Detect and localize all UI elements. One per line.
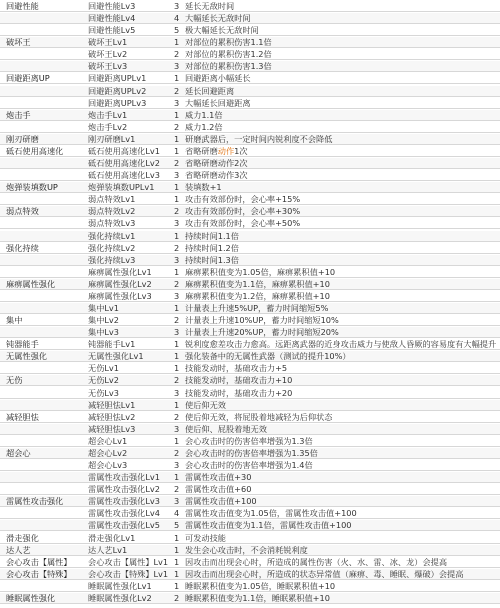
table-row — [0, 448, 500, 459]
effect-text: 会心攻击时的伤害倍率增强为1.4倍 — [185, 460, 313, 471]
skill-level-cell: 砥石使用高速化Lv2 — [88, 158, 160, 169]
skill-level-cell: 集中Lv2 — [88, 315, 119, 326]
effect-text: 麻痹累积值变为1.1倍，麻痹累积值+10 — [185, 278, 330, 289]
level-number-cell: 1 — [174, 182, 180, 193]
level-number-cell: 5 — [174, 520, 180, 531]
table-row — [0, 375, 500, 386]
effect-text-tail: 1次 — [234, 145, 248, 156]
effect-text: 持续时间1.2倍 — [185, 242, 239, 253]
table-row — [0, 303, 500, 314]
table-row — [0, 170, 500, 181]
effect-highlight: 动作 — [217, 145, 235, 156]
effect-cell — [185, 146, 500, 157]
skill-level-cell: 破坏王Lv1 — [88, 37, 128, 48]
skill-level-cell: 回避性能Lv5 — [88, 25, 136, 36]
effect-text: 装填数+1 — [185, 182, 222, 193]
effect-cell — [185, 122, 500, 133]
effect-cell — [185, 73, 500, 84]
level-number-cell: 2 — [174, 375, 180, 386]
level-number-cell: 1 — [174, 303, 180, 313]
skill-level-cell: 减轻胆怯Lv2 — [88, 411, 136, 422]
level-number-cell: 1 — [174, 363, 180, 374]
table-row — [0, 243, 500, 254]
skill-name-cell: 会心攻击【属性】 — [6, 556, 72, 567]
effect-text: 雷属性攻击值+30 — [185, 472, 252, 483]
level-number-cell: 1 — [174, 109, 180, 120]
level-number-cell: 1 — [174, 37, 180, 48]
level-number-cell: 3 — [174, 254, 180, 265]
table-row — [0, 339, 500, 350]
table-row — [0, 593, 500, 604]
level-number-cell: 1 — [174, 580, 180, 591]
effect-text: 极大幅延长无敌时间 — [185, 25, 259, 36]
effect-cell — [185, 13, 500, 24]
level-number-cell: 3 — [174, 387, 180, 398]
effect-cell — [185, 520, 500, 531]
effect-cell — [185, 194, 500, 205]
skill-level-cell: 睡眠属性强化Lv1 — [88, 580, 152, 591]
effect-text: 雷属性攻击值+60 — [185, 484, 252, 495]
effect-text: 持续时间1.1倍 — [185, 230, 239, 241]
skill-name-cell: 减轻胆怯 — [6, 411, 39, 422]
level-number-cell: 5 — [174, 25, 180, 36]
skill-level-cell: 无伤Lv3 — [88, 387, 119, 398]
level-number-cell: 1 — [174, 73, 180, 84]
table-row — [0, 569, 500, 580]
table-row — [0, 134, 500, 145]
table-row — [0, 218, 500, 229]
effect-text: 会心攻击时的伤害倍率增强为1.3倍 — [185, 435, 313, 446]
effect-text: 威力1.1倍 — [185, 109, 223, 120]
skill-name-cell: 回避距离UP — [6, 73, 50, 84]
skill-level-cell: 无属性强化Lv1 — [88, 351, 144, 362]
effect-text: 威力1.2倍 — [185, 121, 223, 132]
table-row — [0, 520, 500, 531]
effect-cell — [185, 1, 500, 12]
table-row — [0, 279, 500, 290]
skill-level-cell: 麻痹属性强化Lv1 — [88, 266, 152, 277]
effect-text: 技能发动时，基础攻击力+5 — [185, 363, 288, 374]
table-row — [0, 484, 500, 495]
effect-cell — [185, 412, 500, 423]
effect-text: 使后仰无效 — [185, 399, 226, 410]
skill-level-cell: 麻痹属性强化Lv3 — [88, 290, 152, 301]
table-row — [0, 315, 500, 326]
level-number-cell: 1 — [174, 133, 180, 144]
effect-cell — [185, 363, 500, 374]
effect-cell — [185, 545, 500, 556]
effect-text: 麻痹累积值变为1.05倍，麻痹累积值+10 — [185, 266, 336, 277]
level-number-cell: 2 — [174, 49, 180, 60]
skill-level-cell: 破坏王Lv3 — [88, 61, 128, 72]
skill-level-cell: 滑走强化Lv1 — [88, 532, 136, 543]
level-number-cell: 1 — [174, 472, 180, 483]
effect-text: 攻击有效部份时，会心率+15% — [185, 194, 301, 205]
effect-text: 持续时间1.3倍 — [185, 254, 239, 265]
table-row — [0, 25, 500, 36]
level-number-cell: 1 — [174, 266, 180, 277]
skill-level-cell: 刚刃研磨Lv1 — [88, 133, 136, 144]
effect-cell — [185, 37, 500, 48]
level-number-cell: 1 — [174, 230, 180, 241]
skill-name-cell: 回避性能 — [6, 1, 39, 11]
skill-level-cell: 超会心Lv2 — [88, 447, 128, 458]
level-number-cell: 3 — [174, 290, 180, 301]
skill-name-cell: 睡眠属性强化 — [6, 592, 56, 603]
table-row — [0, 194, 500, 205]
level-number-cell: 2 — [174, 315, 180, 326]
effect-cell — [185, 351, 500, 362]
effect-cell — [185, 424, 500, 435]
skill-level-cell: 回避距离UPLv1 — [88, 73, 147, 84]
level-number-cell: 1 — [174, 435, 180, 446]
skill-level-cell: 炮弹装填数UPLv1 — [88, 182, 155, 193]
skill-name-cell: 强化持续 — [6, 242, 39, 253]
level-number-cell: 2 — [174, 411, 180, 422]
effect-cell — [185, 375, 500, 386]
effect-text: 因攻击而出现会心时，所造成的属性伤害（火、水、雷、冰、龙）会提高 — [185, 556, 448, 567]
skill-name-cell: 无属性强化 — [6, 351, 47, 362]
table-row — [0, 472, 500, 483]
effect-text: 使后仰无效，将屁股着地减轻为后仰状态 — [185, 411, 333, 422]
table-row — [0, 412, 500, 423]
effect-cell — [185, 581, 500, 592]
skill-name-cell: 雷属性攻击强化 — [6, 496, 64, 507]
level-number-cell: 3 — [174, 1, 180, 11]
table-row — [0, 496, 500, 507]
skill-level-cell: 麻痹属性强化Lv2 — [88, 278, 152, 289]
effect-cell — [185, 206, 500, 217]
effect-text: 使后仰、屁股着地无效 — [185, 423, 267, 434]
effect-text: 大幅延长无敌时间 — [185, 13, 251, 24]
level-number-cell: 2 — [174, 484, 180, 495]
effect-cell — [185, 472, 500, 483]
skill-name-cell: 会心攻击【特殊】 — [6, 568, 72, 579]
skill-level-cell: 超会心Lv3 — [88, 460, 128, 471]
table-row — [0, 158, 500, 169]
effect-cell — [185, 400, 500, 411]
effect-cell — [185, 460, 500, 471]
table-row — [0, 255, 500, 266]
skill-level-cell: 会心攻击【特殊】Lv1 — [88, 568, 169, 579]
level-number-cell: 3 — [174, 218, 180, 229]
level-number-cell: 4 — [174, 508, 180, 519]
effect-cell — [185, 134, 500, 145]
effect-text: 延长回避距离 — [185, 85, 235, 96]
skill-name-cell: 炮弹装填数UP — [6, 182, 58, 193]
skill-level-cell: 砥石使用高速化Lv3 — [88, 170, 160, 181]
effect-text: 雷属性攻击值变为1.1倍，雷属性攻击值+100 — [185, 520, 352, 531]
effect-text: 对部位的累积伤害1.1倍 — [185, 37, 272, 48]
skill-level-cell: 集中Lv3 — [88, 327, 119, 338]
effect-text: 技能发动时，基础攻击力+10 — [185, 375, 293, 386]
skill-name-cell: 炮击手 — [6, 109, 31, 120]
effect-text: 雷属性攻击值变为1.05倍，雷属性攻击值+100 — [185, 508, 357, 519]
skill-level-cell: 破坏王Lv2 — [88, 49, 128, 60]
table-row — [0, 13, 500, 24]
effect-cell — [185, 98, 500, 109]
level-number-cell: 2 — [174, 206, 180, 217]
effect-cell — [185, 158, 500, 169]
effect-cell — [185, 279, 500, 290]
skill-level-cell: 回避距离UPLv2 — [88, 85, 147, 96]
effect-cell — [185, 231, 500, 242]
effect-cell — [185, 61, 500, 72]
skill-level-cell: 强化持续Lv1 — [88, 230, 136, 241]
effect-text: 省略研磨 — [185, 145, 218, 156]
skill-level-cell: 砥石使用高速化Lv1 — [88, 145, 160, 156]
table-row — [0, 61, 500, 72]
skill-level-cell: 达人艺Lv1 — [88, 544, 128, 555]
effect-cell — [185, 110, 500, 121]
effect-cell — [185, 339, 500, 350]
effect-cell — [185, 496, 500, 507]
effect-cell — [185, 291, 500, 302]
effect-text: 大幅延长回避距离 — [185, 97, 251, 108]
effect-cell — [185, 49, 500, 60]
effect-text: 会心攻击时的伤害倍率增强为1.35倍 — [185, 447, 318, 458]
table-row — [0, 460, 500, 471]
effect-text: 麻痹累积值变为1.2倍，麻痹累积值+10 — [185, 290, 330, 301]
skill-level-cell: 减轻胆怯Lv1 — [88, 399, 136, 410]
level-number-cell: 1 — [174, 339, 180, 350]
skill-level-cell: 弱点特效Lv3 — [88, 218, 136, 229]
effect-cell — [185, 593, 500, 604]
level-number-cell: 3 — [174, 460, 180, 471]
skill-level-cell: 会心攻击【属性】Lv1 — [88, 556, 169, 567]
table-row — [0, 49, 500, 60]
level-number-cell: 2 — [174, 278, 180, 289]
level-number-cell: 2 — [174, 158, 180, 169]
skill-level-cell: 雷属性攻击强化Lv3 — [88, 496, 160, 507]
skill-name-cell: 无伤 — [6, 375, 23, 386]
table-row — [0, 424, 500, 435]
table-row — [0, 1, 500, 12]
effect-cell — [185, 182, 500, 193]
effect-text: 强化装备中的无属性武器（测试的提升10%） — [185, 351, 351, 362]
effect-text: 对部位的累积伤害1.2倍 — [185, 49, 272, 60]
table-row — [0, 545, 500, 556]
effect-text: 攻击有效部份时，会心率+30% — [185, 206, 301, 217]
effect-text: 睡眠累积值变为1.1倍，睡眠累积值+10 — [185, 592, 330, 603]
effect-text: 锐利度愈差攻击力愈高。远距离武器的近身攻击威力与使敌人昏厥的容易度有大幅提升 — [185, 339, 497, 350]
skill-level-cell: 雷属性攻击强化Lv4 — [88, 508, 160, 519]
level-number-cell: 1 — [174, 194, 180, 205]
level-number-cell: 1 — [174, 399, 180, 410]
level-number-cell: 1 — [174, 351, 180, 362]
skill-level-cell: 弱点特效Lv2 — [88, 206, 136, 217]
table-row — [0, 508, 500, 519]
level-number-cell: 2 — [174, 85, 180, 96]
effect-cell — [185, 569, 500, 580]
skill-name-cell: 弱点特效 — [6, 206, 39, 217]
table-row — [0, 37, 500, 48]
skill-level-cell: 回避距离UPLv3 — [88, 97, 147, 108]
effect-text: 回避距离小幅延长 — [185, 73, 251, 84]
effect-text: 技能发动时，基础攻击力+20 — [185, 387, 293, 398]
skill-level-cell: 弱点特效Lv1 — [88, 194, 136, 205]
table-row — [0, 327, 500, 338]
skill-name-cell: 滑走强化 — [6, 532, 39, 543]
effect-cell — [185, 255, 500, 266]
effect-text: 对部位的累积伤害1.3倍 — [185, 61, 272, 72]
skill-level-cell: 集中Lv1 — [88, 303, 119, 313]
effect-cell — [185, 218, 500, 229]
effect-cell — [185, 388, 500, 399]
effect-text: 研磨武器后，一定时间内锐利度不会降低 — [185, 133, 333, 144]
skill-name-cell: 麻痹属性强化 — [6, 278, 56, 289]
effect-text: 省略研磨动作3次 — [185, 170, 248, 181]
effect-cell — [185, 243, 500, 254]
skill-level-cell: 强化持续Lv3 — [88, 254, 136, 265]
skill-name-cell: 超会心 — [6, 447, 31, 458]
skill-level-cell: 回避性能Lv4 — [88, 13, 136, 24]
table-row — [0, 533, 500, 544]
table-row — [0, 206, 500, 217]
table-row — [0, 581, 500, 592]
skill-level-cell: 回避性能Lv3 — [88, 1, 136, 11]
skill-level-cell: 钝器能手Lv1 — [88, 339, 136, 350]
effect-text: 因攻击而出现会心时，所造成的状态异常值（麻痹、毒、睡眠、爆破）会提高 — [185, 568, 464, 579]
level-number-cell: 3 — [174, 97, 180, 108]
skill-level-cell: 减轻胆怯Lv3 — [88, 423, 136, 434]
effect-text: 计量表上升速5%UP，蓄力时间缩短5% — [185, 303, 329, 313]
table-row — [0, 351, 500, 362]
level-number-cell: 3 — [174, 327, 180, 338]
level-number-cell: 2 — [174, 121, 180, 132]
skill-level-cell: 超会心Lv1 — [88, 435, 128, 446]
effect-text: 计量表上升速10%UP，蓄力时间缩短10% — [185, 315, 339, 326]
level-number-cell: 2 — [174, 592, 180, 603]
skill-level-cell: 雷属性攻击强化Lv5 — [88, 520, 160, 531]
table-row — [0, 388, 500, 399]
table-row — [0, 400, 500, 411]
effect-cell — [185, 267, 500, 278]
table-row — [0, 557, 500, 568]
skill-name-cell: 集中 — [6, 315, 23, 326]
level-number-cell: 2 — [174, 447, 180, 458]
level-number-cell: 1 — [174, 532, 180, 543]
level-number-cell: 2 — [174, 242, 180, 253]
table-row — [0, 146, 500, 157]
effect-cell — [185, 170, 500, 181]
effect-cell — [185, 327, 500, 338]
table-row — [0, 267, 500, 278]
level-number-cell: 3 — [174, 496, 180, 507]
skill-name-cell: 刚刃研磨 — [6, 133, 39, 144]
table-row — [0, 291, 500, 302]
skill-name-cell: 破坏王 — [6, 37, 31, 48]
effect-cell — [185, 25, 500, 36]
effect-text: 发生会心攻击时，不会消耗锐利度 — [185, 544, 308, 555]
effect-text: 省略研磨动作2次 — [185, 158, 248, 169]
table-row — [0, 231, 500, 242]
skill-level-cell: 炮击手Lv1 — [88, 109, 128, 120]
effect-text: 可发动技能 — [185, 532, 226, 543]
effect-cell — [185, 315, 500, 326]
table-row — [0, 98, 500, 109]
effect-text: 延长无敌时间 — [185, 1, 235, 11]
level-number-cell: 1 — [174, 544, 180, 555]
effect-text: 计量表上升速20%UP，蓄力时间缩短20% — [185, 327, 339, 338]
skill-level-cell: 雷属性攻击强化Lv2 — [88, 484, 160, 495]
skill-level-cell: 无伤Lv2 — [88, 375, 119, 386]
skill-level-cell: 无伤Lv1 — [88, 363, 119, 374]
skill-name-cell: 达人艺 — [6, 544, 31, 555]
skill-name-cell: 砥石使用高速化 — [6, 145, 64, 156]
skill-level-cell: 睡眠属性强化Lv2 — [88, 592, 152, 603]
table-row — [0, 182, 500, 193]
effect-cell — [185, 436, 500, 447]
skill-name-cell: 钝器能手 — [6, 339, 39, 350]
level-number-cell: 3 — [174, 170, 180, 181]
table-row — [0, 110, 500, 121]
effect-cell — [185, 508, 500, 519]
level-number-cell: 3 — [174, 61, 180, 72]
effect-cell — [185, 448, 500, 459]
effect-text: 睡眠累积值变为1.05倍，睡眠累积值+10 — [185, 580, 336, 591]
level-number-cell: 1 — [174, 556, 180, 567]
effect-cell — [185, 533, 500, 544]
effect-cell — [185, 86, 500, 97]
table-row — [0, 363, 500, 374]
level-number-cell: 3 — [174, 423, 180, 434]
effect-cell — [185, 303, 500, 314]
table-row — [0, 73, 500, 84]
level-number-cell: 1 — [174, 568, 180, 579]
skill-level-cell: 雷属性攻击强化Lv1 — [88, 472, 160, 483]
effect-text: 雷属性攻击值+100 — [185, 496, 257, 507]
skill-level-cell: 炮击手Lv2 — [88, 121, 128, 132]
effect-cell — [185, 557, 500, 568]
level-number-cell: 1 — [174, 145, 180, 156]
effect-text: 攻击有效部份时，会心率+50% — [185, 218, 301, 229]
table-row — [0, 436, 500, 447]
table-row — [0, 86, 500, 97]
table-row — [0, 122, 500, 133]
level-number-cell: 4 — [174, 13, 180, 24]
effect-cell — [185, 484, 500, 495]
skill-level-cell: 强化持续Lv2 — [88, 242, 136, 253]
